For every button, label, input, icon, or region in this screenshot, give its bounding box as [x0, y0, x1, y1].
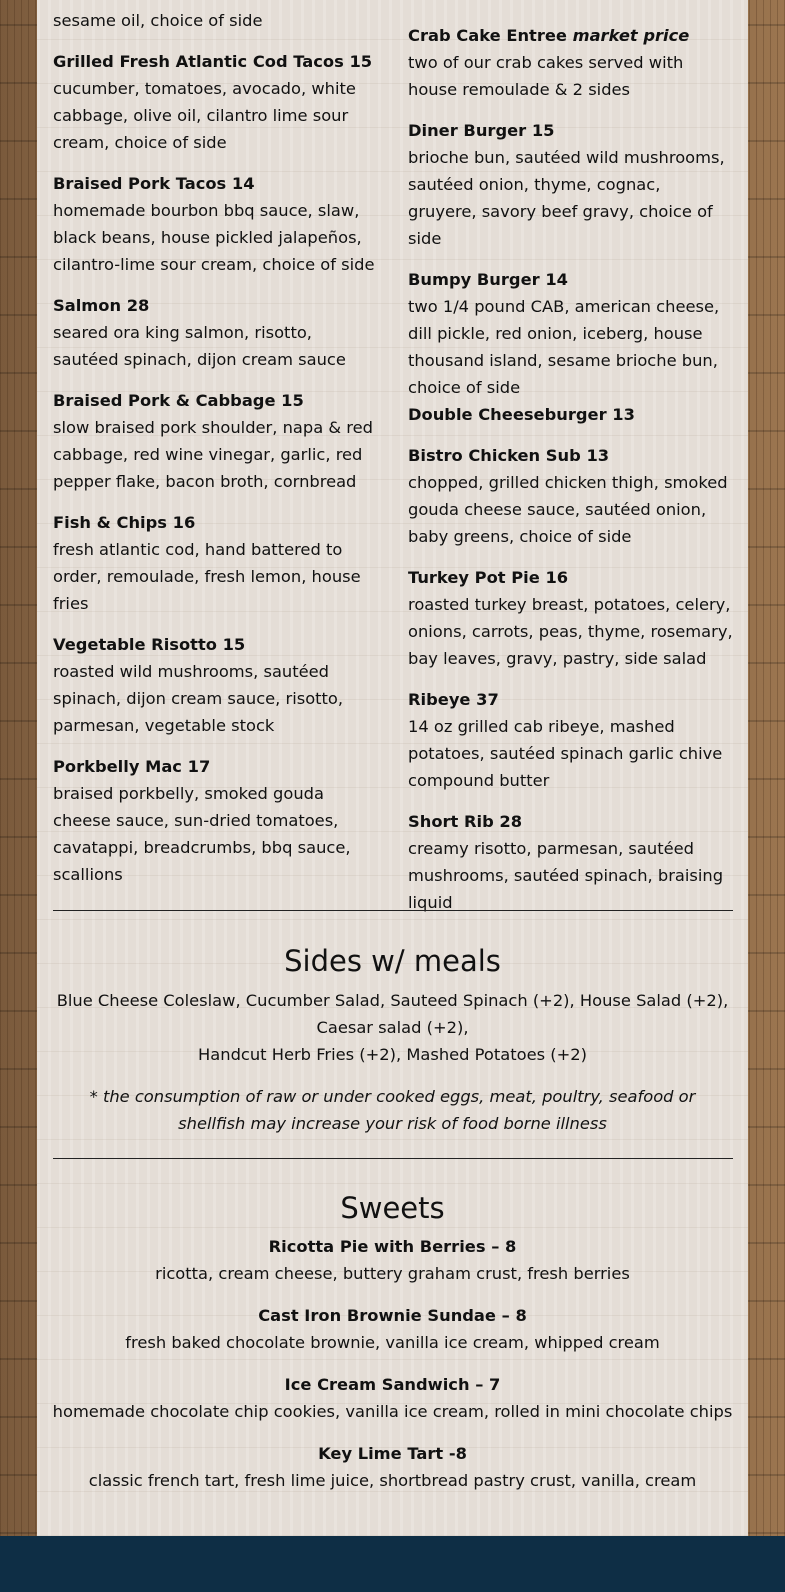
item-description: brioche bun, sautéed wild mushrooms, sautéed onion, thyme, cognac, gruyere, savory beef gravy, choice of side — [408, 148, 725, 248]
item-title: Porkbelly Mac 17 — [53, 757, 211, 776]
menu-item-fragment — [53, 7, 378, 34]
menu-right-column — [408, 22, 733, 930]
item-title: Bumpy Burger 14 — [408, 270, 568, 289]
item-description: chopped, grilled chicken thigh, smoked gouda cheese sauce, sautéed onion, baby greens, choice of side — [408, 473, 728, 546]
footer-bar — [0, 1536, 785, 1592]
item-title: Braised Pork Tacos 14 — [53, 174, 255, 193]
menu-item — [408, 808, 733, 916]
menu-item — [408, 686, 733, 794]
item-title: Braised Pork & Cabbage 15 — [53, 391, 304, 410]
item-title: Vegetable Risotto 15 — [53, 635, 246, 654]
item-title: Short Rib 28 — [408, 812, 523, 831]
item-title: Salmon 28 — [53, 296, 150, 315]
sweets-heading: Sweets — [340, 1191, 445, 1225]
dessert-item — [37, 1440, 748, 1494]
item-description: homemade bourbon bbq sauce, slaw, black beans, house pickled jalapeños, cilantro-lime sour cream, choice of side — [53, 201, 375, 274]
item-description: creamy risotto, parmesan, sautéed mushrooms, sautéed spinach, braising liquid — [408, 839, 724, 912]
item-description: slow braised pork shoulder, napa & red cabbage, red wine vinegar, garlic, red pepper flake, bacon broth, cornbread — [53, 418, 373, 491]
menu-item — [408, 564, 733, 672]
item-title: Cast Iron Brownie Sundae – 8 — [258, 1306, 527, 1325]
item-title: Double Cheeseburger 13 — [408, 405, 635, 424]
menu-item — [53, 48, 378, 156]
item-title: Fish & Chips 16 — [53, 513, 196, 532]
menu-item — [53, 509, 378, 617]
item-description: two of our crab cakes served with house remoulade & 2 sides — [408, 53, 684, 99]
menu-item — [53, 753, 378, 888]
item-description: ricotta, cream cheese, buttery graham crust, fresh berries — [155, 1264, 630, 1283]
item-description: roasted wild mushrooms, sautéed spinach, dijon cream sauce, risotto, parmesan, vegetable stock — [53, 662, 344, 735]
dessert-item — [37, 1302, 748, 1356]
menu-item — [408, 117, 733, 252]
item-description: two 1/4 pound CAB, american cheese, dill pickle, red onion, iceberg, house thousand island, sesame brioche bun, choice of side — [408, 297, 720, 397]
item-title: Grilled Fresh Atlantic Cod Tacos 15 — [53, 52, 373, 71]
item-description: braised porkbelly, smoked gouda cheese sauce, sun-dried tomatoes, cavatappi, breadcrumbs, bbq sauce, scallions — [53, 784, 351, 884]
sides-line-1: Blue Cheese Coleslaw, Cucumber Salad, Sauteed Spinach (+2), House Salad (+2), Caesar salad (+2), — [56, 991, 729, 1037]
item-description: roasted turkey breast, potatoes, celery, onions, carrots, peas, thyme, rosemary, bay leaves, gravy, pastry, side salad — [408, 595, 733, 668]
menu-item — [53, 387, 378, 495]
item-title: Diner Burger 15 — [408, 121, 555, 140]
dessert-item — [37, 1371, 748, 1425]
menu-item — [408, 22, 733, 103]
item-description: fresh atlantic cod, hand battered to order, remoulade, fresh lemon, house fries — [53, 540, 361, 613]
dessert-item — [37, 1233, 748, 1287]
item-title: Ricotta Pie with Berries – 8 — [268, 1237, 517, 1256]
item-title: Key Lime Tart -8 — [318, 1444, 467, 1463]
item-description: fresh baked chocolate brownie, vanilla ice cream, whipped cream — [125, 1333, 660, 1352]
food-safety-note: * the consumption of raw or under cooked eggs, meat, poultry, seafood or shellfish may increase your risk of food borne illness — [89, 1087, 696, 1133]
menu-item — [53, 631, 378, 739]
item-description: seared ora king salmon, risotto, sautéed spinach, dijon cream sauce — [53, 323, 346, 369]
item-title: Bistro Chicken Sub 13 — [408, 446, 610, 465]
menu-item — [53, 170, 378, 278]
item-description: classic french tart, fresh lime juice, shortbread pastry crust, vanilla, cream — [88, 1471, 697, 1490]
item-description: 14 oz grilled cab ribeye, mashed potatoes, sautéed spinach garlic chive compound butter — [408, 717, 723, 790]
sides-heading: Sides w/ meals — [284, 944, 501, 978]
menu-left-column — [53, 7, 378, 902]
section-divider — [53, 910, 733, 911]
menu-item — [408, 266, 733, 401]
item-title: Ribeye 37 — [408, 690, 499, 709]
item-title: Ice Cream Sandwich – 7 — [284, 1375, 501, 1394]
item-description: homemade chocolate chip cookies, vanilla ice cream, rolled in mini chocolate chips — [52, 1402, 733, 1421]
item-title: Crab Cake Entree market price — [408, 26, 690, 45]
sides-list — [55, 987, 730, 1068]
item-description: cucumber, tomatoes, avocado, white cabbage, olive oil, cilantro lime sour cream, choice of side — [53, 79, 356, 152]
menu-item — [53, 292, 378, 373]
menu-item — [408, 442, 733, 550]
item-title: Turkey Pot Pie 16 — [408, 568, 569, 587]
menu-item — [408, 401, 733, 428]
sides-line-2: Handcut Herb Fries (+2), Mashed Potatoes (+2) — [198, 1045, 587, 1064]
item-description: sesame oil, choice of side — [53, 11, 263, 30]
section-divider — [53, 1158, 733, 1159]
market-price-label: market price — [572, 26, 690, 45]
